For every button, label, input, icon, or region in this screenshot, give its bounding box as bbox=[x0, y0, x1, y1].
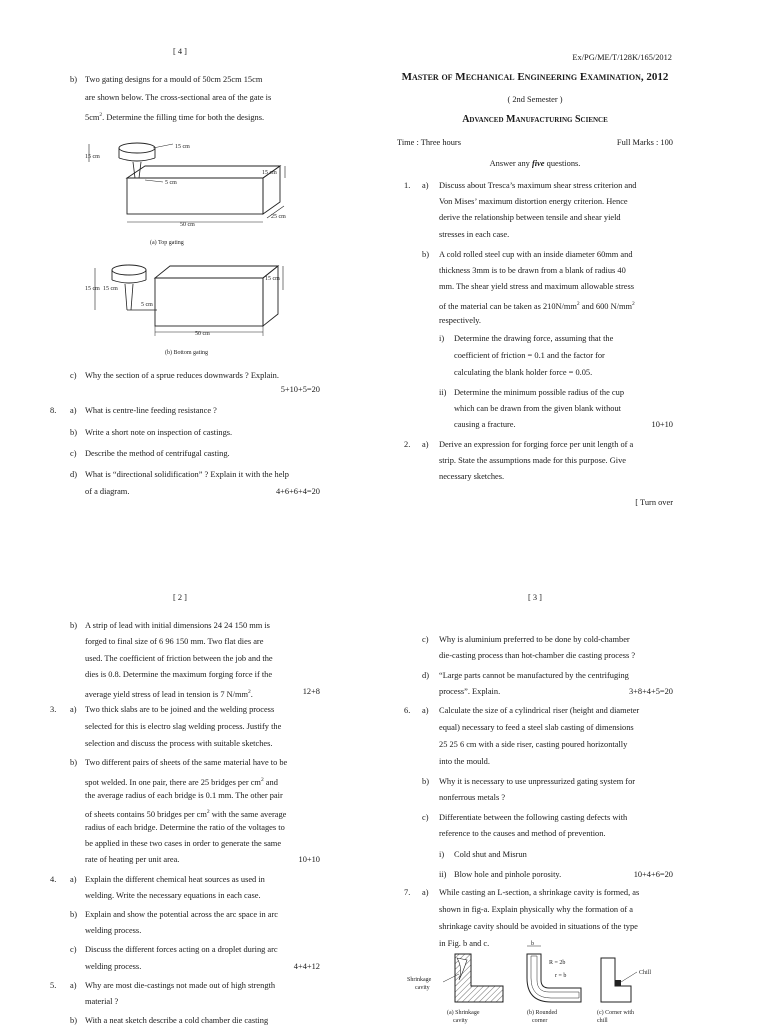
dimension-label: 15 cm bbox=[262, 170, 277, 176]
question-text: are shown below. The cross-sectional area of the gate is bbox=[85, 93, 272, 102]
figure-caption: (c) Corner with bbox=[597, 1010, 634, 1016]
question-text: dies is 0.8. Determine the maximum forging force if the bbox=[85, 670, 273, 679]
semester: ( 2nd Semester ) bbox=[507, 95, 563, 104]
question-text: Discuss about Tresca’s maximum shear stress criterion and bbox=[439, 181, 637, 190]
question-text: derive the relationship between tensile and shear yield bbox=[439, 213, 621, 222]
question-text: A cold rolled steel cup with an inside diameter 60mm and bbox=[439, 250, 633, 259]
question-text: welding process. bbox=[85, 962, 142, 971]
question-text: What is centre-line feeding resistance ? bbox=[85, 406, 217, 415]
question-number: i) bbox=[439, 334, 445, 343]
marks-distribution: 4+4+12 bbox=[293, 962, 320, 971]
exam-title: Master of Mechanical Engineering Examination, 2012 bbox=[401, 71, 669, 83]
page-number: [ 3 ] bbox=[528, 593, 542, 602]
dimension-label: 15 cm bbox=[103, 286, 118, 292]
question-text: selection and discuss the process with suitable sketches. bbox=[85, 739, 273, 748]
question-text: Describe the method of centrifugal casting. bbox=[85, 449, 230, 458]
dimension-label: 15 cm bbox=[265, 276, 280, 282]
question-text: Two thick slabs are to be joined and the welding process bbox=[85, 705, 275, 714]
question-text: of the material can be taken as $210N/mm^2$ and 600 $N/mm^2$ bbox=[439, 301, 635, 311]
question-text: With a neat sketch describe a cold chamber die casting bbox=[85, 1016, 269, 1025]
question-number: 7. bbox=[404, 888, 411, 897]
question-text: Explain the different chemical heat sources as used in bbox=[85, 875, 265, 884]
question-text: shrinkage cavity should be avoided in situations of the type bbox=[439, 922, 638, 931]
figure-caption: corner bbox=[532, 1018, 548, 1024]
question-text: selected for this is electro slag welding process. Justify the bbox=[85, 722, 282, 731]
exam-code: Ex/PG/ME/T/128K/165/2012 bbox=[572, 53, 672, 62]
question-text: radius of each bridge. Determine the ratio of the voltages to bbox=[85, 823, 285, 832]
question-text: Calculate the size of a cylindrical riser (height and diameter bbox=[439, 706, 640, 715]
dimension-label: r = b bbox=[555, 973, 567, 979]
question-number: d) bbox=[422, 671, 429, 680]
dimension-label: 15 cm bbox=[85, 286, 100, 292]
bottom-gating-figure bbox=[85, 260, 310, 358]
question-text: “Large parts cannot be manufactured by the centrifuging bbox=[439, 671, 629, 680]
marks-distribution: 12+8 bbox=[302, 687, 320, 696]
question-number: 4. bbox=[50, 875, 57, 884]
figure-caption: (a) Shrinkage bbox=[447, 1010, 480, 1016]
figure-caption: chill bbox=[597, 1018, 608, 1024]
dimension-label: R = 2b bbox=[549, 960, 566, 966]
question-number: 2. bbox=[404, 440, 411, 449]
question-text: necessary sketches. bbox=[439, 472, 505, 481]
dimension-label: 50 cm bbox=[195, 331, 210, 337]
question-text: in Fig. b and c. bbox=[439, 939, 490, 948]
question-number: b) bbox=[70, 75, 77, 84]
question-number: c) bbox=[70, 371, 77, 380]
question-text: causing a fracture. bbox=[454, 420, 516, 429]
question-number: a) bbox=[70, 981, 77, 990]
question-text: 25 25 6 cm with a side riser, casting poured horizontally bbox=[439, 740, 628, 749]
question-number: 5. bbox=[50, 981, 57, 990]
dimension-label: 15 cm bbox=[175, 144, 190, 150]
question-text: Why are most die-castings not made out of high strength bbox=[85, 981, 276, 990]
question-text: Cold shut and Misrun bbox=[454, 850, 527, 859]
question-text: Derive an expression for forging force per unit length of a bbox=[439, 440, 634, 449]
question-number: a) bbox=[70, 406, 77, 415]
subject-title: Advanced Manufacturing Science bbox=[462, 114, 608, 125]
question-number: b) bbox=[70, 1016, 77, 1025]
figure-label: Shrinkage bbox=[407, 977, 432, 983]
question-text: welding. Write the necessary equations in each case. bbox=[85, 891, 261, 900]
question-number: b) bbox=[422, 777, 429, 786]
question-text: stresses in each case. bbox=[439, 230, 510, 239]
question-number: a) bbox=[422, 706, 429, 715]
dimension-label: 50 cm bbox=[180, 222, 195, 228]
figure-caption: cavity bbox=[453, 1018, 468, 1024]
dimension-label: 5 cm bbox=[165, 180, 177, 186]
question-text: While casting an L-section, a shrinkage cavity is formed, as bbox=[439, 888, 640, 897]
question-text: equal) necessary to feed a steel slab casting of dimensions bbox=[439, 723, 634, 732]
question-text: die-casting process than hot-chamber die casting process ? bbox=[439, 651, 636, 660]
question-number: b) bbox=[70, 910, 77, 919]
question-text: of sheets contains 50 bridges per $cm^2$ with the same average bbox=[85, 809, 287, 819]
dimension-label: 5 cm bbox=[141, 302, 153, 308]
question-text: Differentiate between the following casting defects with bbox=[439, 813, 628, 822]
question-number: a) bbox=[70, 875, 77, 884]
question-text: Two different pairs of sheets of the same material have to be bbox=[85, 758, 288, 767]
question-number: 8. bbox=[50, 406, 57, 415]
question-text: thickness 3mm is to be drawn from a blank of radius 40 bbox=[439, 266, 626, 275]
question-text: into the mould. bbox=[439, 757, 490, 766]
question-text: Why it is necessary to use unpressurized gating system for bbox=[439, 777, 636, 786]
question-text: process”. Explain. bbox=[439, 687, 501, 696]
question-text: average yield stress of lead in tension is 7 $N/mm^2$. bbox=[85, 689, 253, 699]
question-text: of a diagram. bbox=[85, 487, 130, 496]
figure-caption: (a) Top gating bbox=[150, 240, 184, 246]
turn-over-note: [ Turn over bbox=[635, 498, 673, 507]
question-text: Determine the minimum possible radius of the cup bbox=[454, 388, 625, 397]
question-text: coefficient of friction = 0.1 and the factor for bbox=[454, 351, 605, 360]
question-number: c) bbox=[422, 813, 429, 822]
question-text: $5cm^2$. Determine the filling time for both the designs. bbox=[85, 112, 265, 122]
marks-distribution: 3+8+4+5=20 bbox=[628, 687, 673, 696]
question-number: ii) bbox=[439, 388, 447, 397]
question-number: d) bbox=[70, 470, 77, 479]
time-allowed: Time : Three hours bbox=[397, 138, 461, 147]
page-number: [ 2 ] bbox=[173, 593, 187, 602]
question-text: What is “directional solidification” ? Explain it with the help bbox=[85, 470, 289, 479]
question-text: Why is aluminium preferred to be done by cold-chamber bbox=[439, 635, 630, 644]
question-text: be applied in these two cases in order to generate the same bbox=[85, 839, 282, 848]
question-text: Von Mises’ maximum distortion energy criterion. Hence bbox=[439, 197, 628, 206]
question-text: shown in fig-a. Explain physically why the formation of a bbox=[439, 905, 633, 914]
marks-distribution: 4+6+6+4=20 bbox=[275, 487, 320, 496]
question-text: Write a short note on inspection of castings. bbox=[85, 428, 233, 437]
question-text: used. The coefficient of friction between the job and the bbox=[85, 654, 273, 663]
full-marks: Full Marks : 100 bbox=[616, 138, 673, 147]
question-number: 6. bbox=[404, 706, 411, 715]
question-number: 3. bbox=[50, 705, 57, 714]
question-text: nonferrous metals ? bbox=[439, 793, 506, 802]
figure-label: Chill bbox=[639, 970, 652, 976]
question-text: Explain and show the potential across the arc space in arc bbox=[85, 910, 279, 919]
question-number: b) bbox=[70, 428, 77, 437]
question-number: a) bbox=[422, 888, 429, 897]
question-number: a) bbox=[70, 705, 77, 714]
dimension-label: b bbox=[531, 941, 534, 947]
question-text: mm. The shear yield stress and maximum allowable stress bbox=[439, 282, 634, 291]
question-text: welding process. bbox=[85, 926, 142, 935]
question-number: ii) bbox=[439, 870, 447, 879]
marks-distribution: 10+10 bbox=[651, 420, 673, 429]
question-text: Blow hole and pinhole porosity. bbox=[454, 870, 562, 879]
page-number: [ 4 ] bbox=[173, 47, 187, 56]
marks-distribution: 10+10 bbox=[298, 855, 320, 864]
question-number: b) bbox=[70, 621, 77, 630]
question-number: a) bbox=[422, 440, 429, 449]
question-number: b) bbox=[70, 758, 77, 767]
question-text: forged to final size of 6 96 150 mm. Two flat dies are bbox=[85, 637, 264, 646]
question-number: b) bbox=[422, 250, 429, 259]
instructions: Answer any five questions. bbox=[489, 159, 581, 168]
question-text: Discuss the different forces acting on a droplet during arc bbox=[85, 945, 278, 954]
question-number: i) bbox=[439, 850, 445, 859]
question-text: material ? bbox=[85, 997, 119, 1006]
question-text: Two gating designs for a mould of 50cm 25cm 15cm bbox=[85, 75, 263, 84]
marks-distribution: 5+10+5=20 bbox=[280, 385, 320, 394]
question-number: a) bbox=[422, 181, 429, 190]
top-gating-figure bbox=[85, 138, 310, 250]
question-number: c) bbox=[70, 945, 77, 954]
question-text: rate of heating per unit area. bbox=[85, 855, 180, 864]
question-text: the average radius of each bridge is 0.1 mm. The other pair bbox=[85, 791, 283, 800]
question-text: strip. State the assumptions made for this purpose. Give bbox=[439, 456, 627, 465]
question-text: spot welded. In one pair, there are 25 bridges per $cm^2$ and bbox=[85, 777, 278, 787]
question-text: which can be drawn from the given blank without bbox=[454, 404, 621, 413]
question-text: Why the section of a sprue reduces downwards ? Explain. bbox=[85, 371, 279, 380]
question-text: Determine the drawing force, assuming that the bbox=[454, 334, 614, 343]
shrinkage-figure bbox=[405, 940, 675, 1024]
question-number: c) bbox=[70, 449, 77, 458]
dimension-label: 15 cm bbox=[85, 154, 100, 160]
dimension-label: 25 cm bbox=[271, 214, 286, 220]
figure-caption: (b) Rounded bbox=[527, 1010, 558, 1016]
figure-caption: (b) Bottom gating bbox=[165, 350, 208, 356]
question-number: 1. bbox=[404, 181, 411, 190]
marks-distribution: 10+4+6=20 bbox=[633, 870, 673, 879]
question-text: reference to the causes and method of prevention. bbox=[439, 829, 606, 838]
question-number: c) bbox=[422, 635, 429, 644]
question-text: calculating the blank holder force = 0.05. bbox=[454, 368, 593, 377]
figure-label: cavity bbox=[415, 985, 430, 991]
question-text: A strip of lead with initial dimensions 24 24 150 mm is bbox=[85, 621, 270, 630]
question-text: respectively. bbox=[439, 316, 482, 325]
